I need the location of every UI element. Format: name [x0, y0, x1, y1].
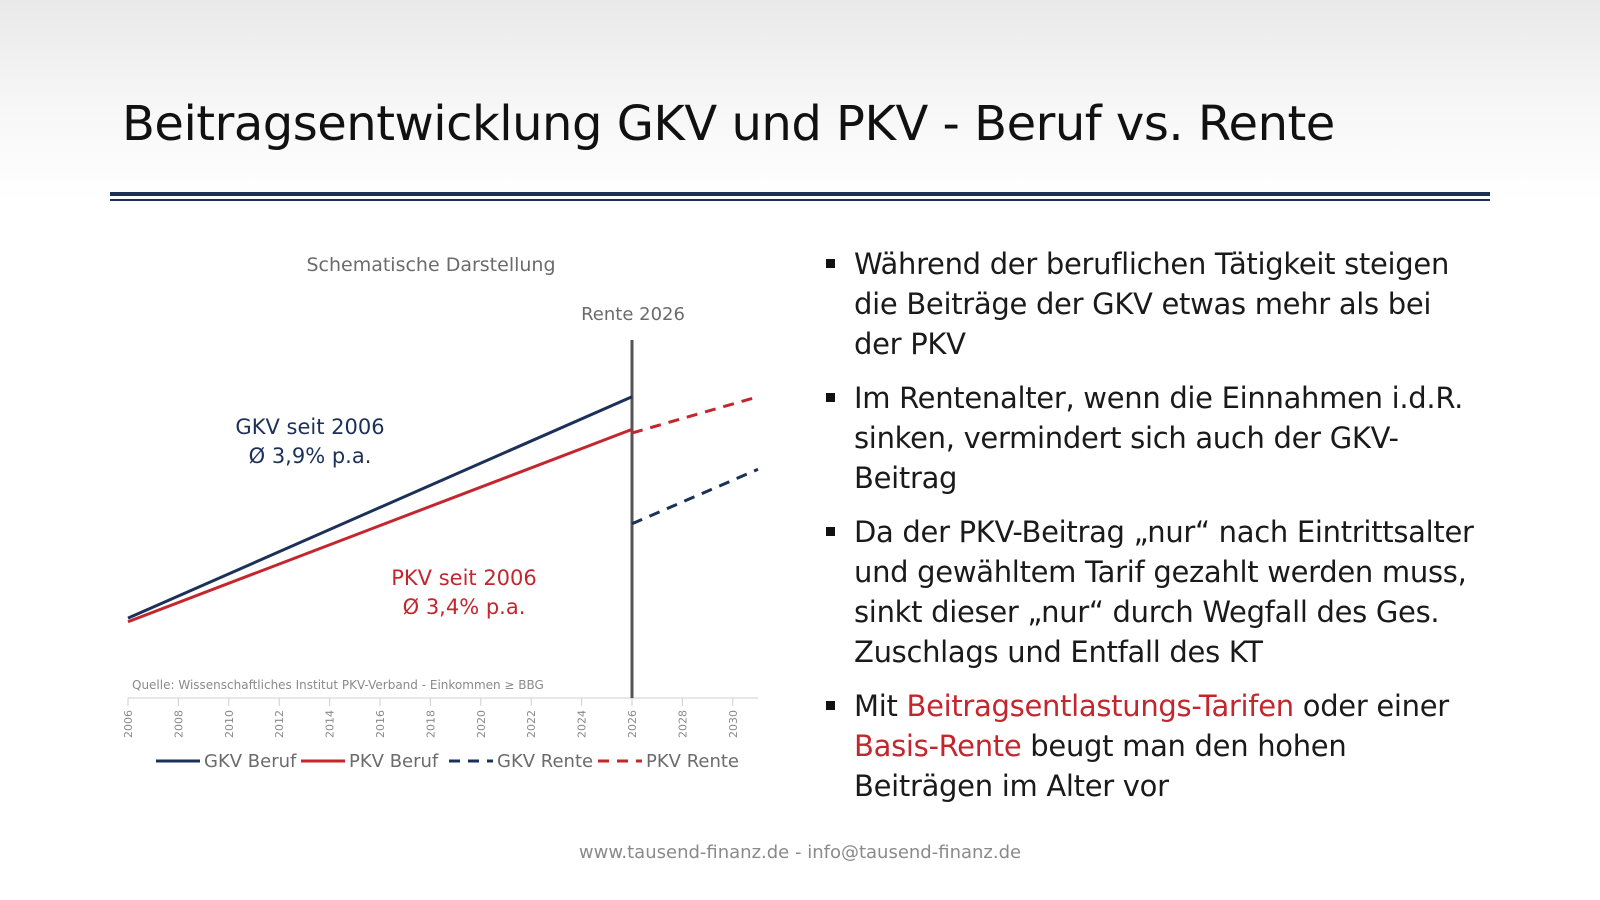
x-tick-label: 2018: [424, 710, 438, 738]
legend-label-pkv-beruf: PKV Beruf: [349, 751, 439, 772]
source-note: Quelle: Wissenschaftliches Institut PKV-Verband - Einkommen ≥ BBG: [132, 678, 544, 692]
bullet-item: [824, 244, 1474, 364]
square-bullet-icon: [826, 701, 835, 710]
square-bullet-icon: [826, 393, 835, 402]
slide-title: Beitragsentwicklung GKV und PKV - Beruf vs. Rente: [122, 96, 1335, 152]
title-divider: [110, 192, 1490, 196]
retirement-marker-label: Rente 2026: [581, 304, 685, 325]
x-tick-label: 2012: [273, 710, 287, 738]
chart-title: Schematische Darstellung: [306, 254, 556, 276]
legend-label-gkv-rente: GKV Rente: [497, 751, 594, 772]
premium-development-chart: [110, 240, 790, 800]
legend-label-pkv-rente: PKV Rente: [646, 751, 740, 772]
annotation-pkv-beruf: Ø 3,4% p.a.: [402, 595, 526, 619]
highlight-basis-rente: Basis-Rente: [854, 729, 1022, 763]
bullet-text: Im Rentenalter, wenn die Einnahmen i.d.R. sinken, vermindert sich auch der GKV-Beitrag: [854, 381, 1464, 495]
x-tick-label: 2006: [122, 710, 135, 738]
x-tick-label: 2030: [726, 710, 740, 738]
square-bullet-icon: [826, 259, 835, 268]
title-divider-thin: [110, 199, 1490, 201]
bullet-item: [824, 512, 1474, 672]
x-tick-label: 2024: [575, 710, 589, 738]
x-tick-label: 2014: [323, 710, 337, 738]
bullet-text: Während der beruflichen Tätigkeit steigen die Beiträge der GKV etwas mehr als bei der PKV: [854, 247, 1450, 361]
x-tick-label: 2016: [374, 710, 387, 738]
square-bullet-icon: [826, 527, 835, 536]
bullet-text: Da der PKV-Beitrag „nur“ nach Eintrittsalter und gewähltem Tarif gezahlt werden muss, sinkt dieser „nur“ durch Wegfall des Ges. Zuschlags und Entfall des KT: [854, 515, 1474, 669]
series-line-gkv-rente: [632, 469, 758, 523]
bullet-item: [824, 686, 1474, 806]
x-tick-label: 2028: [676, 710, 690, 738]
x-tick-label: 2020: [474, 710, 488, 738]
x-tick-label: 2010: [222, 710, 236, 738]
x-tick-label: 2026: [626, 710, 639, 738]
bullet-list: [824, 244, 1474, 820]
legend-label-gkv-beruf: GKV Beruf: [204, 751, 297, 772]
bullet-text-mid: oder einer: [1293, 689, 1449, 723]
annotation-gkv-beruf: Ø 3,9% p.a.: [248, 444, 372, 468]
series-line-pkv-beruf: [128, 429, 632, 621]
series-line-pkv-rente: [632, 397, 758, 433]
highlight-entlastungs-tarife: Beitragsentlastungs-Tarifen: [906, 689, 1294, 723]
x-tick-label: 2022: [525, 710, 539, 738]
x-tick-label: 2008: [172, 710, 186, 738]
bullet-text-post: beugt man den hohen Beiträgen im Alter vor: [854, 729, 1347, 803]
annotation-gkv-beruf: GKV seit 2006: [235, 415, 385, 439]
bullet-text-pre: Mit: [854, 689, 907, 723]
footer-contact: www.tausend-finanz.de - info@tausend-finanz.de: [578, 842, 1022, 863]
bullet-item: [824, 378, 1474, 498]
annotation-pkv-beruf: PKV seit 2006: [391, 566, 537, 590]
